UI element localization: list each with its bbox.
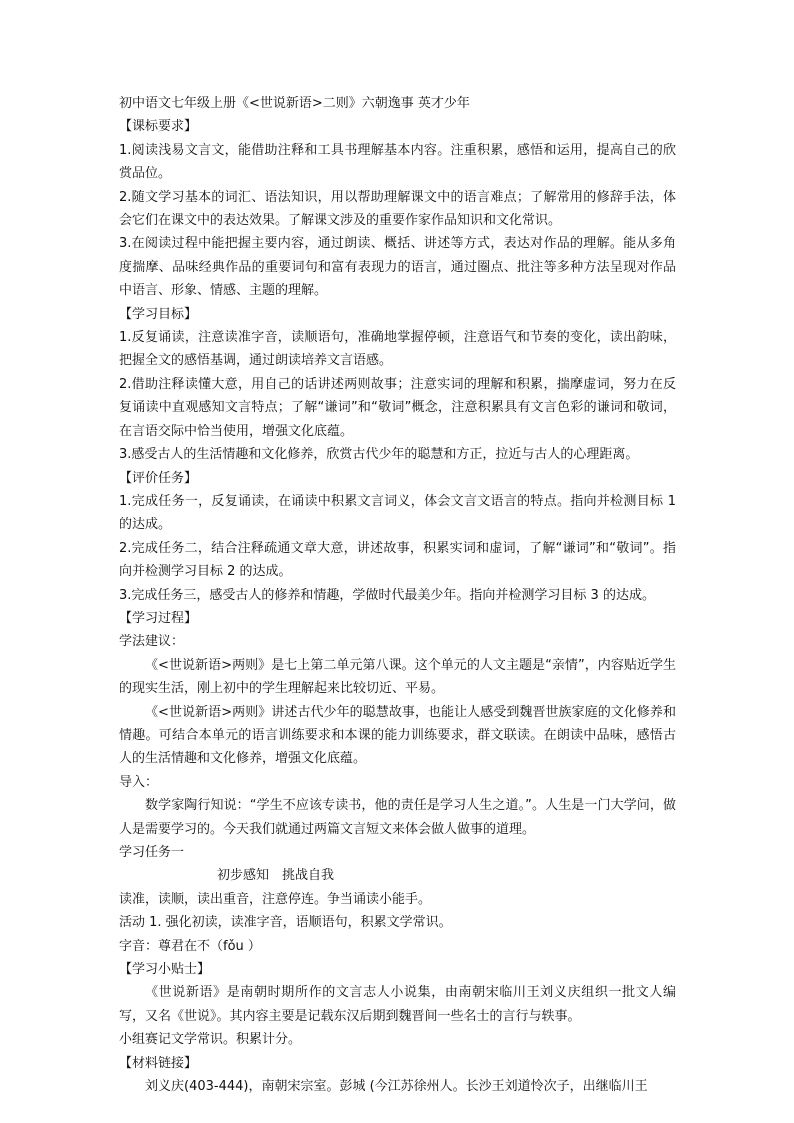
paragraph: 2.完成任务二，结合注释疏通文章大意，讲述故事，积累实词和虚词，了解“谦词”和“敬词”。指向并检测学习目标 2 的达成。: [119, 540, 676, 580]
task-subheading: 初步感知 挑战自我: [217, 868, 335, 884]
method-label: 学法建议：: [119, 634, 185, 650]
paragraph: 3.在阅读过程中能把握主要内容，通过朗读、概括、讲述等方式，表达对作品的理解。能从多角度揣摩、品味经典作品的重要词句和富有表现力的语言，通过圈点、批注等多种方法呈现对作品中语言、形象、情感、主题的理解。: [119, 236, 676, 299]
paragraph: 数学家陶行知说：“学生不应该专读书，他的责任是学习人生之道。”。人生是一门大学问，做人是需要学习的。今天我们就通过两篇文言短文来体会做人做事的道理。: [119, 798, 676, 837]
paragraph: 《<世说新语>两则》是七上第二单元第八课。这个单元的人文主题是“亲情”，内容贴近学生的现实生活，刚上初中的学生理解起来比较切近、平易。: [119, 657, 676, 697]
paragraph: 1.阅读浅易文言文，能借助注释和工具书理解基本内容。注重积累，感悟和运用，提高自己的欣赏品位。: [119, 142, 676, 182]
intro-label: 导入：: [119, 774, 159, 790]
section-heading-materials: 【材料链接】: [119, 1055, 198, 1071]
section-heading-goals: 【学习目标】: [119, 306, 198, 322]
paragraph: 2.随文学习基本的词汇、语法知识，用以帮助理解课文中的语言难点；了解常用的修辞手法，体会它们在课文中的表达效果。了解课文涉及的重要作家作品知识和文化常识。: [119, 189, 676, 229]
paragraph: 3.完成任务三，感受古人的修养和情趣，学做时代最美少年。指向并检测学习目标 3 的达成。: [119, 587, 655, 603]
paragraph: 刘义庆(403-444)，南朝宋宗室。彭城 (今江苏徐州人。长沙王刘道怜次子，出继临川王: [145, 1079, 648, 1095]
section-heading-tips: 【学习小贴士】: [119, 962, 211, 978]
task-heading: 学习任务一: [119, 845, 185, 860]
document-title: 初中语文七年级上册《<世说新语>二则》六朝逸事 英才少年: [119, 96, 470, 111]
document-body: [119, 92, 676, 1098]
pronunciation-line: 字音：尊君在不（fǒu ）: [119, 938, 261, 954]
section-heading-process: 【学习过程】: [119, 610, 198, 626]
paragraph: 小组赛记文学常识。积累计分。: [119, 1032, 302, 1048]
section-heading-assessment: 【评价任务】: [119, 470, 198, 486]
paragraph: 《<世说新语>两则》讲述古代少年的聪慧故事，也能让人感受到魏晋世族家庭的文化修养和情趣。可结合本单元的语言训练要求和本课的能力训练要求，群文联读。在朗读中品味，感悟古人的生活情趣和文化修养，增强文化底蕴。: [119, 704, 676, 767]
paragraph: 《世说新语》是南朝时期所作的文言志人小说集，由南朝宋临川王刘义庆组织一批文人编写，又名《世说》。其内容主要是记载东汉后期到魏晋间一些名士的言行与轶事。: [119, 985, 676, 1024]
paragraph: 读准，读顺，读出重音，注意停连。争当诵读小能手。: [119, 891, 432, 907]
section-heading-curriculum: 【课标要求】: [119, 119, 198, 135]
paragraph: 2.借助注释读懂大意，用自己的话讲述两则故事；注意实词的理解和积累，揣摩虚词，努力在反复诵读中直观感知文言特点；了解“谦词”和“敬词”概念，注意积累具有文言色彩的谦词和敬词，在言语交际中恰当使用，增强文化底蕴。: [119, 376, 676, 439]
paragraph: 3.感受古人的生活情趣和文化修养，欣赏古代少年的聪慧和方正，拉近与古人的心理距离。: [119, 447, 639, 463]
paragraph: 1.反复诵读，注意读准字音，读顺语句，准确地掌握停顿，注意语气和节奏的变化，读出韵味，把握全文的感悟基调，通过朗读培养文言语感。: [119, 330, 676, 369]
activity-line: 活动 1. 强化初读，读准字音，语顺语句，积累文学常识。: [119, 915, 452, 931]
paragraph: 1.完成任务一，反复诵读，在诵读中积累文言词义，体会文言文语言的特点。指向并检测目标 1 的达成。: [119, 493, 676, 533]
